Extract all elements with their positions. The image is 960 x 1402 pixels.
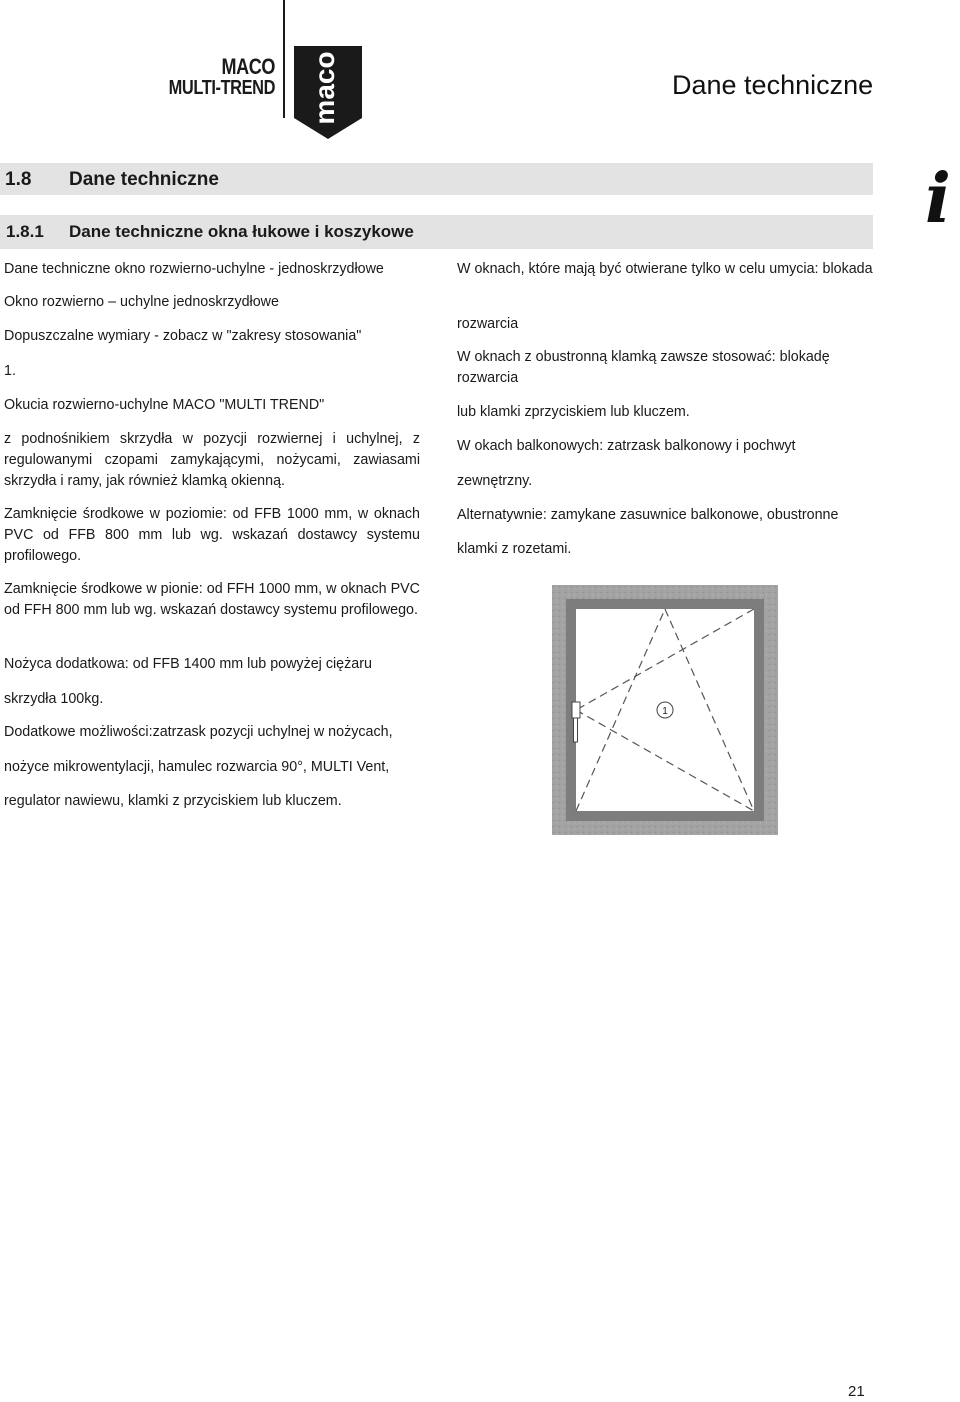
- window-handle-icon[interactable]: [572, 702, 580, 718]
- paragraph: Okno rozwierno – uchylne jednoskrzydłowe: [4, 294, 279, 310]
- logo-line-2: MULTI-TREND: [168, 77, 275, 99]
- paragraph: Nożyca dodatkowa: od FFB 1400 mm lub powyżej ciężaru: [4, 656, 372, 672]
- paragraph: Zamknięcie środkowe w pionie: od FFH 1000 mm, w oknach PVC od FFH 800 mm lub wg. wskazań dostawcy systemu profilowego.: [4, 581, 420, 618]
- paragraph: W oknach, które mają być otwierane tylko w celu umycia: blokada: [457, 261, 873, 277]
- page-header-title: Dane techniczne: [672, 70, 874, 100]
- logo-divider: [283, 0, 285, 118]
- paragraph: zewnętrzny.: [457, 473, 533, 489]
- paragraph: klamki z rozetami.: [457, 541, 572, 557]
- paragraph: W oknach z obustronną klamką zawsze stosować: blokadę rozwarcia: [457, 349, 830, 386]
- section-title: Dane techniczne: [69, 169, 219, 190]
- paragraph: Dane techniczne okno rozwierno-uchylne - jednoskrzydłowe: [4, 261, 384, 277]
- paragraph: W okach balkonowych: zatrzask balkonowy i pochwyt: [457, 438, 796, 454]
- subsection-title: Dane techniczne okna łukowe i koszykowe: [69, 222, 414, 241]
- info-icon: i: [925, 159, 951, 239]
- paragraph: skrzydła 100kg.: [4, 691, 104, 707]
- paragraph: Okucia rozwierno-uchylne MACO "MULTI TREND": [4, 397, 325, 413]
- logo-mark-text: maco: [309, 51, 340, 125]
- window-handle-grip: [574, 718, 578, 742]
- paragraph: nożyce mikrowentylacji, hamulec rozwarcia 90°, MULTI Vent,: [4, 759, 390, 775]
- section-number: 1.8: [5, 169, 32, 190]
- paragraph: Alternatywnie: zamykane zasuwnice balkonowe, obustronne: [457, 507, 839, 523]
- paragraph: lub klamki zprzyciskiem lub kluczem.: [457, 404, 690, 420]
- section-heading-bar: [0, 163, 873, 195]
- paragraph: Dodatkowe możliwości:zatrzask pozycji uchylnej w nożycach,: [4, 724, 393, 740]
- paragraph: Zamknięcie środkowe w poziomie: od FFB 1000 mm, w oknach PVC od FFB 800 mm lub wg. wskazań dostawcy systemu profilowego.: [4, 506, 420, 564]
- logo-line-1: MACO: [221, 54, 275, 79]
- callout-number: 1: [662, 706, 668, 717]
- paragraph: rozwarcia: [457, 316, 519, 332]
- window-diagram: [552, 585, 778, 835]
- paragraph: Dopuszczalne wymiary - zobacz w "zakresy stosowania": [4, 328, 362, 344]
- page-number: 21: [848, 1383, 865, 1400]
- subsection-heading-bar: [0, 215, 873, 249]
- maco-logo-mark: [288, 42, 368, 142]
- paragraph: regulator nawiewu, klamki z przyciskiem lub kluczem.: [4, 793, 342, 809]
- paragraph: z podnośnikiem skrzydła w pozycji rozwiernej i uchylnej, z regulowanymi czopami zamykającymi, nożycami, zawiasami skrzydła i ramy, jak również klamką okienną.: [4, 431, 420, 489]
- subsection-number: 1.8.1: [6, 222, 44, 241]
- paragraph: 1.: [4, 363, 16, 379]
